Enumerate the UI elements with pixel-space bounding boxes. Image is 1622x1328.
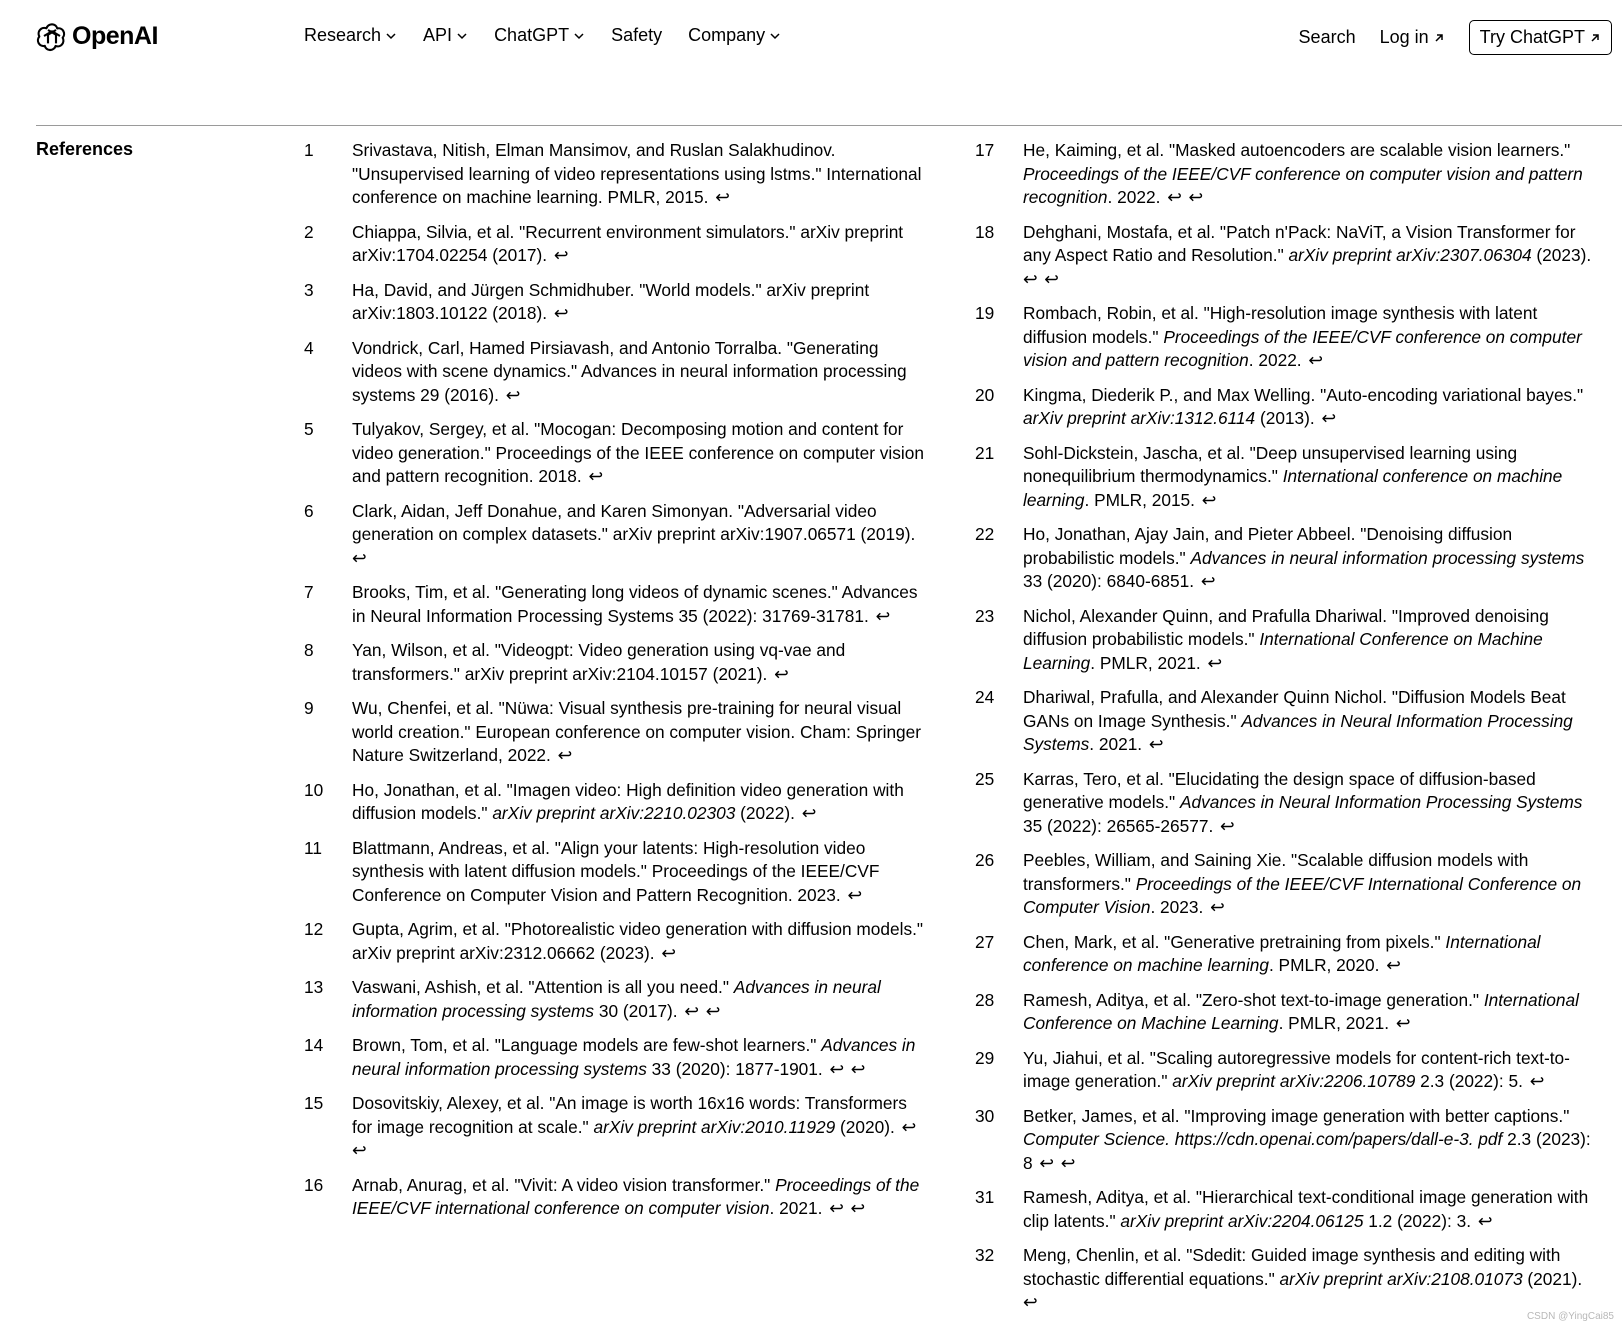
arrow-up-right-icon [1433,32,1445,44]
reference-number: 12 [304,919,324,939]
reference-text [1023,1244,1595,1315]
reference-text-part: (2022). [735,803,795,823]
reference-text-part: Yu, Jiahui, et al. "Scaling autoregressive models for content-rich text-to-image generation." [1023,1047,1570,1091]
reference-number: 21 [975,442,995,463]
reference-text [1023,1047,1595,1094]
reference-number: 18 [975,221,995,242]
backlink-icon[interactable]: ↩ [1391,1013,1411,1033]
reference-number: 27 [975,931,995,952]
reference-item [304,279,924,326]
reference-item [975,605,1595,676]
reference-number: 25 [975,768,995,789]
reference-text-part: 35 (2022): 26565-26577. [1023,815,1214,836]
search-link[interactable]: Search [1298,27,1356,47]
reference-text [352,1034,924,1081]
reference-number: 24 [975,687,995,707]
reference-number: 28 [975,989,995,1010]
reference-number: 11 [304,837,322,858]
reference-number: 5 [304,419,314,439]
reference-text [1023,686,1595,757]
reference-text-part: Ha, David, and Jürgen Schmidhuber. "World models." arXiv preprint arXiv:1803.10122 (2018). [352,279,870,323]
reference-text [1023,1105,1595,1176]
reference-item [975,1047,1595,1094]
reference-text [352,139,924,210]
reference-text [1023,1186,1595,1233]
reference-number: 23 [975,605,995,626]
backlink-icon[interactable]: ↩ [1034,1152,1054,1173]
backlink-icon[interactable]: ↩ [1144,734,1164,754]
reference-venue: arXiv preprint arXiv:2210.02303 [492,803,736,823]
reference-text-part: 33 (2020): 1877-1901. [646,1058,823,1079]
reference-text-part: Ho, Jonathan, Ajay Jain, and Pieter Abbeel. "Denoising diffusion probabilistic models." [1023,524,1513,568]
backlink-icon[interactable]: ↩ [656,942,676,963]
reference-text [1023,139,1595,210]
reference-text-part: He, Kaiming, et al. "Masked autoencoders are scalable vision learners." [1023,140,1571,160]
reference-item [304,139,924,210]
reference-text-part: . 2022. [1107,187,1161,207]
reference-venue: arXiv preprint arXiv:2206.10789 [1172,1071,1416,1091]
reference-item [975,686,1595,757]
backlink-icon[interactable]: ↩ [583,466,603,486]
reference-text-part: Gupta, Agrim, et al. "Photorealistic video generation with diffusion models." arXiv preprint arXiv:2312.06662 (2023). [352,919,924,963]
openai-logo-icon [36,20,68,52]
reference-number: 7 [304,582,314,602]
reference-item [304,918,924,965]
reference-text-part: Karras, Tero, et al. "Elucidating the design space of diffusion-based generative models." [1023,768,1536,812]
reference-text-part: Dehghani, Mostafa, et al. "Patch n'Pack: NaViT, a Vision Transformer for any Aspect Ratio and Resolution." [1023,221,1576,265]
reference-text-part: (2020). [835,1116,895,1137]
reference-text [1023,768,1595,839]
reference-number: 9 [304,698,314,718]
nav-company[interactable] [688,25,781,46]
reference-venue: arXiv preprint arXiv:2307.06304 [1288,245,1532,265]
reference-text-part: Nichol, Alexander Quinn, and Prafulla Dhariwal. "Improved denoising diffusion probabilistic models." [1023,605,1549,649]
reference-venue: Advances in Neural Information Processing Systems [1023,710,1573,754]
reference-text [1023,384,1595,431]
reference-text-part: 1.2 (2022): 3. [1363,1210,1472,1231]
reference-text-part: Kingma, Diederik P., and Max Welling. "Auto-encoding variational bayes." [1023,384,1584,405]
reference-text-part: Tulyakov, Sergey, et al. "Mocogan: Decomposing motion and content for video generation." Proceedings of the IEEE conference on computer vision and pattern recognition. 2018. [352,419,924,486]
reference-text-part: Chiappa, Silvia, et al. "Recurrent environment simulators." arXiv preprint arXiv:1704.02254 (2017). [352,221,904,265]
reference-item [975,1105,1595,1176]
reference-text-part: Blattmann, Andreas, et al. "Align your latents: High-resolution video synthesis with latent diffusion models." Proceedings of the IEEE/CVF Conference on Computer Vision and Pattern Recognition. 2023. [352,837,880,905]
backlink-icon[interactable]: ↩ [679,1000,699,1021]
reference-text-part: 2.3 (2022): 5. [1415,1071,1523,1091]
reference-text-part: Vondrick, Carl, Hamed Pirsiavash, and Antonio Torralba. "Generating videos with scene dynamics." Advances in neural information processing systems 29 (2016). [352,337,907,405]
reference-venue: arXiv preprint arXiv:2010.11929 [593,1116,836,1137]
reference-text [352,918,924,965]
backlink-icon[interactable]: ↩ [549,245,569,265]
reference-number: 16 [304,1174,324,1195]
reference-text-part: (2021). [1522,1268,1583,1289]
arrow-up-right-icon [1589,32,1601,44]
reference-text-part: 33 (2020): 6840-6851. [1023,571,1195,591]
reference-text [1023,931,1595,978]
reference-item [975,849,1595,920]
reference-text-part: Chen, Mark, et al. "Generative pretraining from pixels." [1023,931,1446,952]
reference-text-part: . PMLR, 2021. [1278,1013,1390,1033]
reference-number: 1 [304,140,314,160]
reference-text [1023,605,1595,676]
reference-venue: International Conference on Machine Learning [1023,629,1543,673]
reference-item [304,976,924,1023]
reference-text [1023,442,1595,513]
reference-item [304,337,924,408]
reference-text [1023,849,1595,920]
backlink-icon[interactable]: ↩ [352,1140,367,1160]
reference-text-part: Vaswani, Ashish, et al. "Attention is all you need." [352,977,734,997]
nav-company-label: Company [688,25,766,45]
reference-text-part: Ramesh, Aditya, et al. "Zero-shot text-to-image generation." [1023,989,1484,1010]
reference-venue: arXiv preprint arXiv:1312.6114 [1023,408,1256,428]
reference-text-part: (2023). [1531,245,1592,265]
backlink-icon[interactable]: ↩ [700,1000,721,1021]
reference-venue: arXiv preprint arXiv:2204.06125 [1120,1210,1364,1231]
reference-text-part: Clark, Aidan, Jeff Donahue, and Karen Simonyan. "Adversarial video generation on complex datasets." arXiv preprint arXiv:1907.06571 (2019). [352,500,916,544]
reference-venue: Advances in Neural Information Processing Systems [1179,792,1583,812]
reference-venue: Proceedings of the IEEE/CVF International Conference on Computer Vision [1023,873,1582,917]
nav-chatgpt[interactable] [494,25,585,46]
backlink-icon[interactable]: ↩ [1316,408,1336,428]
reference-item [975,1186,1595,1233]
backlink-icon[interactable]: ↩ [1215,815,1235,836]
reference-item [304,418,924,489]
reference-text-part: Peebles, William, and Saining Xie. "Scalable diffusion models with transformers." [1023,850,1529,894]
reference-venue: International conference on machine learning [1023,931,1541,975]
reference-text [352,779,924,826]
reference-text-part: Rombach, Robin, et al. "High-resolution image synthesis with latent diffusion models." [1023,303,1538,347]
try-chatgpt-label: Try ChatGPT [1479,27,1585,47]
reference-item [304,1174,924,1221]
reference-item [975,768,1595,839]
reference-number: 13 [304,977,324,997]
reference-text-part: Yan, Wilson, et al. "Videogpt: Video generation using vq-vae and transformers." arXiv preprint arXiv:2104.10157 (2021). [352,640,846,684]
reference-item [975,989,1595,1036]
backlink-icon[interactable]: ↩ [1205,897,1225,917]
reference-number: 8 [304,640,314,660]
reference-item [975,442,1595,513]
backlink-icon[interactable]: ↩ [796,803,817,823]
reference-venue: International Conference on Machine Learning [1023,989,1579,1033]
reference-text-part: (2013). [1255,408,1315,428]
references-heading: References [36,139,134,159]
reference-text [352,581,924,628]
reference-text-part: 30 (2017). [594,1000,678,1021]
reference-text [1023,523,1595,594]
backlink-icon[interactable]: ↩ [1023,1292,1038,1312]
backlink-icon[interactable]: ↩ [1202,652,1223,673]
backlink-icon[interactable]: ↩ [1196,571,1216,591]
backlink-icon[interactable]: ↩ [1162,187,1182,207]
reference-number: 22 [975,524,995,544]
backlink-icon[interactable]: ↩ [845,1058,866,1079]
backlink-icon[interactable]: ↩ [1183,187,1203,207]
reference-number: 30 [975,1105,995,1126]
reference-text [1023,989,1595,1036]
try-chatgpt-button[interactable] [1469,20,1612,55]
reference-venue: Proceedings of the IEEE/CVF conference on computer vision and pattern recognition [1023,163,1583,207]
reference-item [304,1092,924,1163]
reference-text-part: Brooks, Tim, et al. "Generating long videos of dynamic scenes." Advances in Neural Information Processing Systems 35 (2022): 31769-31781. [352,582,918,626]
reference-venue: arXiv preprint arXiv:2108.01073 [1279,1268,1523,1289]
references-column-right [975,139,1595,1326]
chevron-down-icon [456,30,468,42]
reference-item [975,523,1595,594]
reference-text-part: Ho, Jonathan, et al. "Imagen video: High definition video generation with diffusion models." [352,779,904,823]
backlink-icon[interactable]: ↩ [824,1058,844,1079]
logo-text: OpenAI [72,21,158,50]
reference-number: 29 [975,1047,995,1068]
reference-number: 17 [975,140,995,160]
backlink-icon[interactable]: ↩ [1039,268,1059,289]
reference-text-part: . 2023. [1150,897,1204,917]
reference-number: 2 [304,221,314,242]
reference-number: 10 [304,779,324,800]
reference-text-part: Betker, James, et al. "Improving image generation with better captions." [1023,1105,1570,1126]
reference-text [1023,302,1595,373]
backlink-icon[interactable]: ↩ [1055,1152,1076,1173]
backlink-icon[interactable]: ↩ [845,1198,865,1218]
backlink-icon[interactable]: ↩ [552,745,573,765]
reference-text [352,976,924,1023]
backlink-icon[interactable]: ↩ [500,384,521,405]
backlink-icon[interactable]: ↩ [842,884,862,905]
reference-text-part: . PMLR, 2015. [1084,489,1195,510]
backlink-icon[interactable]: ↩ [1524,1071,1545,1091]
reference-number: 14 [304,1035,324,1055]
reference-venue: Computer Science. https://cdn.openai.com/papers/dall-e-3. pdf [1023,1129,1503,1149]
reference-venue: Advances in neural information processing systems [352,1035,916,1079]
reference-item [304,697,924,768]
reference-item [304,779,924,826]
reference-text-part: . PMLR, 2020. [1268,955,1380,975]
reference-number: 3 [304,279,314,300]
reference-item [975,384,1595,431]
reference-venue: International conference on machine learning [1023,466,1563,510]
reference-text [352,837,924,908]
reference-item [975,139,1595,210]
backlink-icon[interactable]: ↩ [870,605,891,626]
reference-number: 4 [304,337,314,358]
reference-number: 15 [304,1093,324,1113]
reference-text-part: Dhariwal, Prafulla, and Alexander Quinn Nichol. "Diffusion Models Beat GANs on Image Synthesis." [1023,687,1566,731]
watermark: CSDN @YingCai85 [1526,1311,1614,1322]
nav-api-label: API [423,25,453,45]
reference-venue: Proceedings of the IEEE/CVF conference on computer vision and pattern recognition [1023,326,1582,370]
reference-text [352,337,924,408]
reference-item [304,639,924,686]
reference-text-part: Wu, Chenfei, et al. "Nüwa: Visual synthesis pre-training for neural visual world creation." European conference on computer vision. Cham: Springer Nature Switzerland, 2022. [352,698,922,765]
nav-research-label: Research [304,25,382,45]
reference-text-part: . PMLR, 2021. [1090,652,1201,673]
nav-safety[interactable] [611,25,662,46]
nav-chatgpt-label: ChatGPT [494,25,570,45]
header-actions [1299,20,1612,55]
backlink-icon[interactable]: ↩ [710,187,730,207]
reference-item [975,931,1595,978]
reference-item [304,581,924,628]
chevron-down-icon [573,30,585,42]
nav-research[interactable] [304,25,397,46]
reference-text [352,279,924,326]
login-label: Log in [1379,27,1429,47]
backlink-icon[interactable]: ↩ [824,1198,844,1218]
references-column-left [304,139,924,1232]
reference-number: 20 [975,384,995,405]
reference-text-part: . 2022. [1248,350,1302,370]
backlink-icon[interactable]: ↩ [352,547,367,568]
site-header [0,0,1622,80]
backlink-icon[interactable]: ↩ [896,1116,917,1137]
reference-text [352,418,924,489]
backlink-icon[interactable]: ↩ [1303,350,1323,370]
login-link[interactable] [1380,27,1445,48]
reference-text-part: Ramesh, Aditya, et al. "Hierarchical text-conditional image generation with clip latents." [1023,1187,1589,1231]
reference-text-part: Dosovitskiy, Alexey, et al. "An image is worth 16x16 words: Transformers for image recognition at scale." [352,1093,907,1137]
reference-text [352,221,924,268]
backlink-icon[interactable]: ↩ [1023,268,1038,289]
header-divider [36,125,1622,126]
reference-text [352,639,924,686]
reference-text-part: Arnab, Anurag, et al. "Vivit: A video vision transformer." [352,1174,776,1195]
reference-item [304,221,924,268]
reference-item [975,221,1595,292]
reference-venue: Advances in neural information processing systems [352,977,881,1021]
reference-item [304,1034,924,1081]
reference-text [352,1174,924,1221]
reference-item [975,1244,1595,1315]
reference-text-part: Sohl-Dickstein, Jascha, et al. "Deep unsupervised learning using nonequilibrium thermodynamics." [1023,442,1518,486]
reference-text-part: Meng, Chenlin, et al. "Sdedit: Guided image synthesis and editing with stochastic differential equations." [1023,1245,1561,1289]
nav-safety-label: Safety [611,25,663,45]
reference-item [304,837,924,908]
reference-text-part: Srivastava, Nitish, Elman Mansimov, and Ruslan Salakhudinov. "Unsupervised learning of video representations using lstms." International conference on machine learning. PMLR, 2015. [352,140,922,207]
backlink-icon[interactable]: ↩ [1473,1210,1493,1231]
backlink-icon[interactable]: ↩ [1196,489,1217,510]
reference-venue: Proceedings of the IEEE/CVF international conference on computer vision [352,1174,920,1218]
reference-number: 32 [975,1245,995,1265]
reference-venue: Advances in neural information processing systems [1190,547,1585,568]
nav-api[interactable] [423,25,468,46]
reference-text [352,1092,924,1163]
backlink-icon[interactable]: ↩ [549,303,569,323]
reference-text [352,500,924,571]
reference-text-part: . 2021. [1089,734,1143,754]
chevron-down-icon [769,30,781,42]
reference-text-part: 2.3 (2023): 8 [1023,1129,1591,1173]
backlink-icon[interactable]: ↩ [1381,955,1401,975]
reference-item [975,302,1595,373]
reference-text [352,697,924,768]
chevron-down-icon [385,30,397,42]
reference-text-part: Brown, Tom, et al. "Language models are few-shot learners." [352,1035,822,1055]
openai-logo[interactable] [36,20,158,52]
main-nav [304,25,781,46]
backlink-icon[interactable]: ↩ [769,663,789,684]
reference-number: 31 [975,1187,995,1207]
reference-number: 26 [975,850,995,870]
reference-item [304,500,924,571]
reference-number: 19 [975,303,995,323]
reference-text-part: . 2021. [769,1198,823,1218]
reference-text [1023,221,1595,292]
reference-number: 6 [304,500,314,521]
